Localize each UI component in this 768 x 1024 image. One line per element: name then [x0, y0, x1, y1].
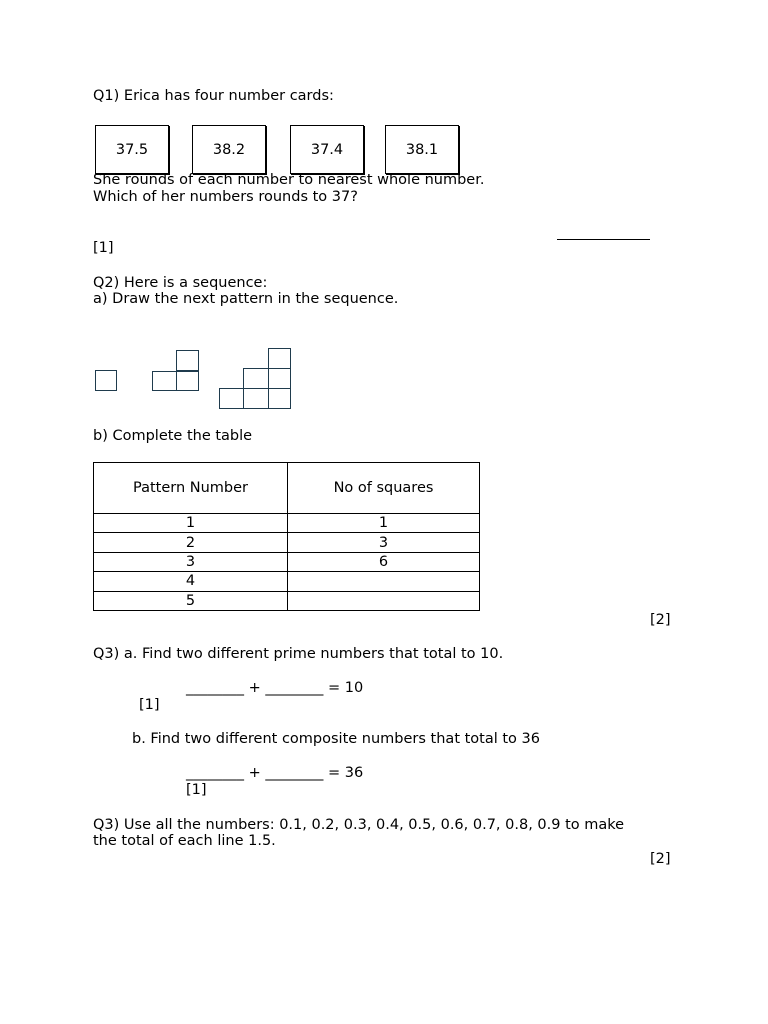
table-row: [94, 591, 480, 610]
table-cell: 2: [94, 533, 288, 552]
table-row: [94, 514, 480, 533]
q3a-heading: Q3) a. Find two different prime numbers that total to 10.: [93, 646, 504, 662]
q2-marks: [2]: [650, 612, 671, 628]
q3c-marks: [2]: [650, 851, 671, 867]
card-value: 38.2: [212, 141, 246, 158]
q3a-equation: ________ + ________ = 10: [186, 680, 364, 696]
q3b-marks: [1]: [186, 782, 207, 798]
q3c-line1: Q3) Use all the numbers: 0.1, 0.2, 0.3, 0.4, 0.5, 0.6, 0.7, 0.8, 0.9 to make: [93, 817, 625, 833]
q1-heading: Q1) Erica has four number cards:: [93, 88, 334, 104]
number-card: [385, 125, 459, 174]
q3b-equation: ________ + ________ = 36: [186, 765, 364, 781]
table-cell: 3: [288, 533, 480, 552]
table-header-cell: Pattern Number: [94, 463, 288, 514]
table-cell: 1: [94, 514, 288, 533]
number-card: [192, 125, 266, 174]
table-row: [94, 552, 480, 571]
q1-question: Which of her numbers rounds to 37?: [93, 189, 358, 205]
table-cell: 3: [94, 552, 288, 571]
table-cell-empty: [288, 591, 480, 610]
q1-instruction: She rounds of each number to nearest whole number.: [93, 172, 485, 188]
pattern-square: [176, 371, 199, 391]
pattern-square: [268, 368, 291, 389]
q3b-heading: b. Find two different composite numbers that total to 36: [132, 731, 540, 747]
pattern-square: [152, 371, 177, 391]
answer-line: [557, 239, 650, 240]
card-value: 37.5: [115, 141, 149, 158]
q2-part-a: a) Draw the next pattern in the sequence.: [93, 291, 399, 307]
table-cell: 6: [288, 552, 480, 571]
table-row: [94, 533, 480, 552]
q2-part-b: b) Complete the table: [93, 428, 253, 444]
number-card: [290, 125, 364, 174]
q2-heading: Q2) Here is a sequence:: [93, 275, 268, 291]
number-card: [95, 125, 169, 174]
pattern-square: [219, 388, 244, 409]
pattern-square: [243, 368, 269, 389]
pattern-square: [268, 388, 291, 409]
q1-marks: [1]: [93, 240, 114, 256]
table-cell: 1: [288, 514, 480, 533]
pattern-square: [176, 350, 199, 371]
q3a-marks: [1]: [139, 697, 160, 713]
pattern-square: [95, 370, 117, 391]
pattern-square: [268, 348, 291, 369]
table-cell-empty: [288, 572, 480, 591]
table-header-cell: No of squares: [288, 463, 480, 514]
table-cell: 5: [94, 591, 288, 610]
sequence-table: [93, 462, 480, 611]
card-value: 37.4: [310, 141, 344, 158]
pattern-square: [243, 388, 269, 409]
table-row: [94, 572, 480, 591]
card-value: 38.1: [405, 141, 439, 158]
table-header-row: [94, 463, 480, 514]
table-cell: 4: [94, 572, 288, 591]
q3c-line2: the total of each line 1.5.: [93, 833, 276, 849]
